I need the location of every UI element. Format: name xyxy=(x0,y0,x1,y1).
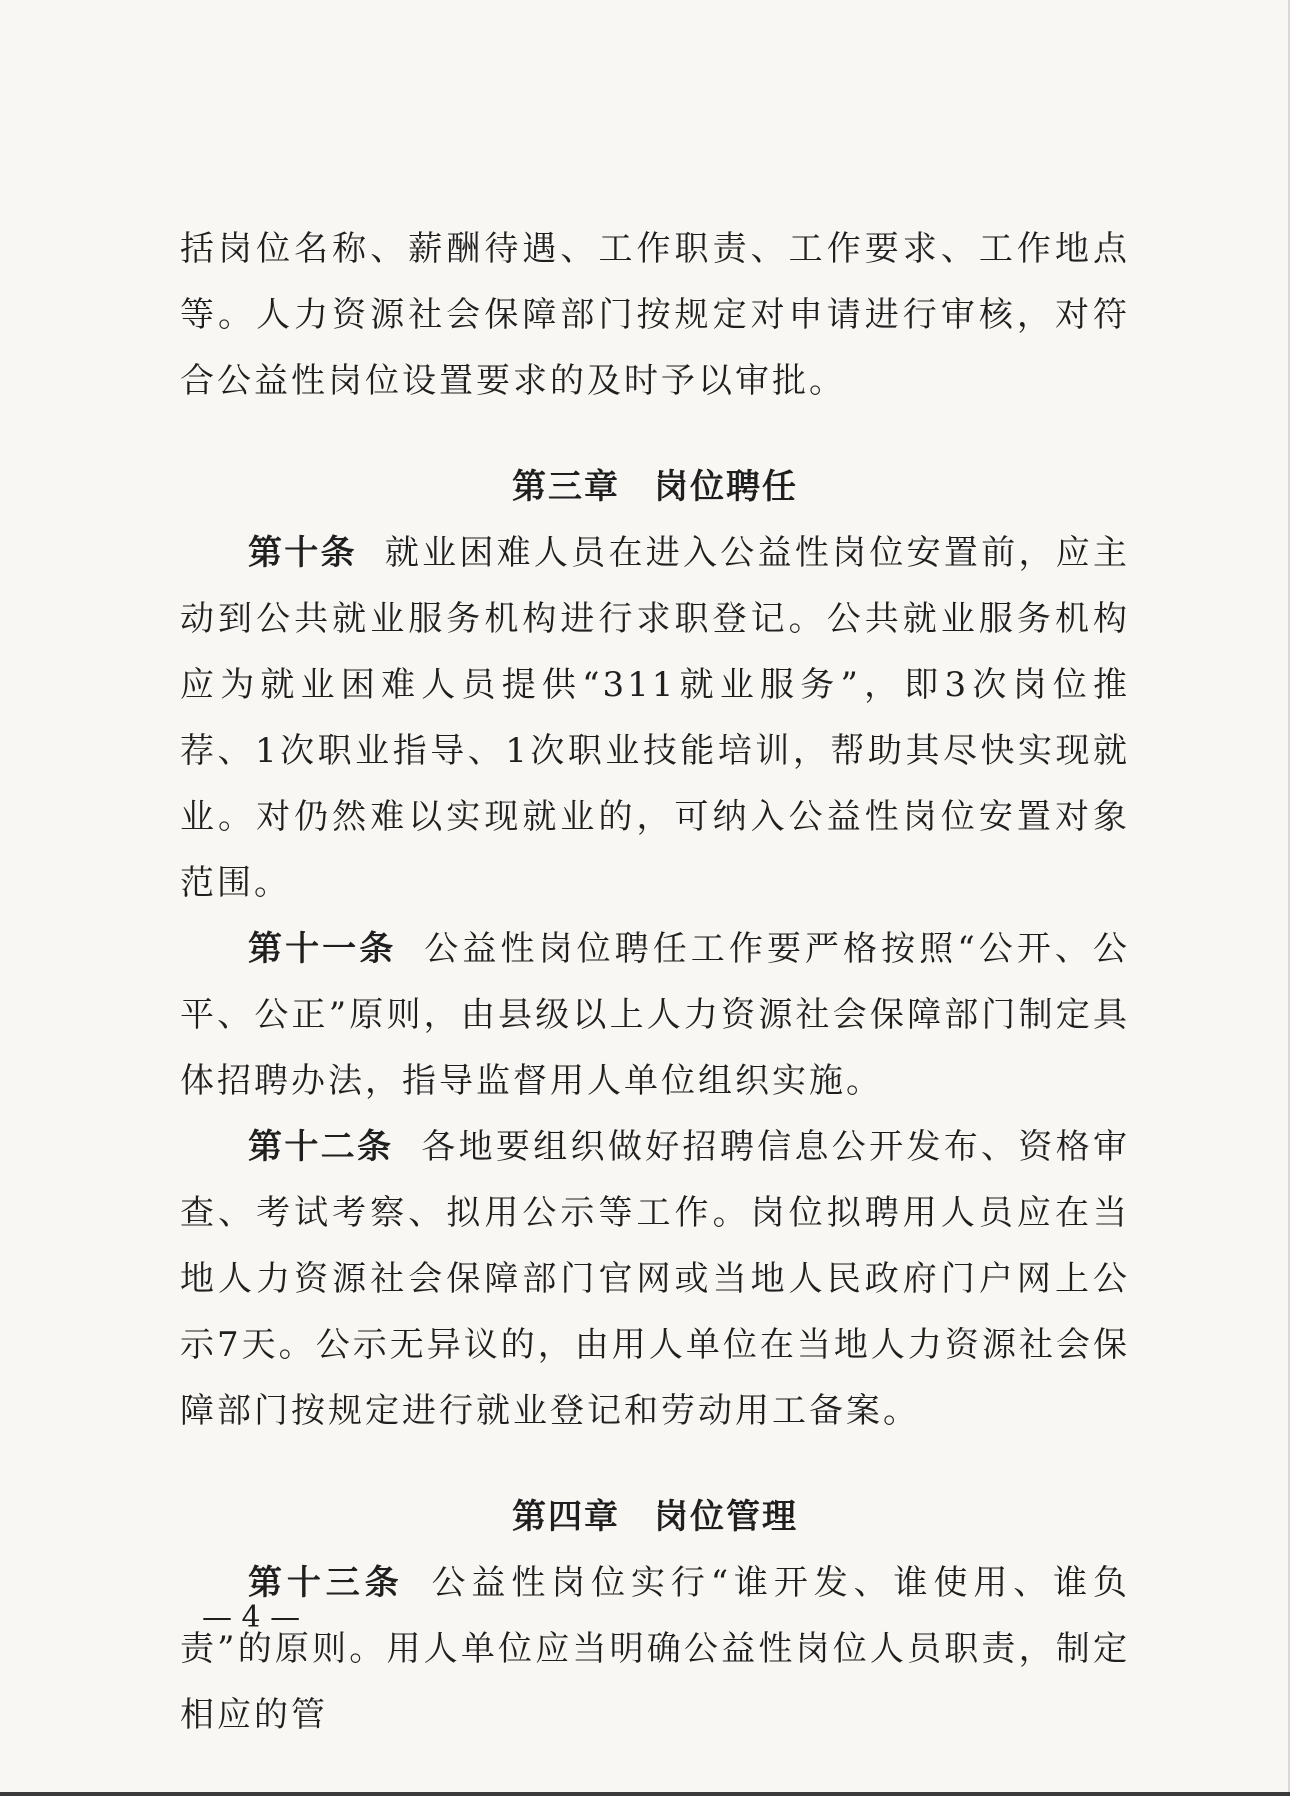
article-title: 第十条 xyxy=(248,533,357,573)
article-12 xyxy=(180,1114,1130,1444)
chapter-heading-4 xyxy=(180,1484,1130,1550)
chapter-number: 第四章 xyxy=(512,1497,620,1537)
chapter-spacer xyxy=(180,414,1130,454)
article-title: 第十三条 xyxy=(248,1563,404,1603)
chapter-title: 岗位管理 xyxy=(654,1497,798,1537)
document-body xyxy=(180,216,1130,1748)
article-11 xyxy=(180,916,1130,1114)
paragraph-continuation: 括岗位名称、薪酬待遇、工作职责、工作要求、工作地点等。人力资源社会保障部门按规定对申请进行审核，对符合公益性岗位设置要求的及时予以审批。 xyxy=(180,229,1130,401)
chapter-spacer xyxy=(180,1444,1130,1484)
article-title: 第十二条 xyxy=(248,1127,394,1167)
chapter-title: 岗位聘任 xyxy=(654,467,798,507)
chapter-number: 第三章 xyxy=(512,467,620,507)
article-text: 就业困难人员在进入公益性岗位安置前，应主动到公共就业服务机构进行求职登记。公共就业服务机构应为就业困难人员提供“311就业服务”，即3次岗位推荐、1次职业指导、1次职业技能培训，帮助其尽快实现就业。对仍然难以实现就业的，可纳入公益性岗位安置对象范围。 xyxy=(180,533,1131,903)
article-title: 第十一条 xyxy=(248,929,397,969)
article-text: 各地要组织做好招聘信息公开发布、资格审查、考试考察、拟用公示等工作。岗位拟聘用人员应在当地人力资源社会保障部门官网或当地人民政府门户网上公示7天。公示无异议的，由用人单位在当地人力资源社会保障部门按规定进行就业登记和劳动用工备案。 xyxy=(180,1127,1131,1431)
article-text: 公益性岗位聘任工作要严格按照“公开、公平、公正”原则，由县级以上人力资源社会保障部门制定具体招聘办法，指导监督用人单位组织实施。 xyxy=(180,929,1130,1101)
article-text: 公益性岗位实行“谁开发、谁使用、谁负责”的原则。用人单位应当明确公益性岗位人员职责，制定相应的管 xyxy=(180,1563,1130,1735)
chapter-heading-3 xyxy=(180,454,1130,520)
article-10 xyxy=(180,520,1130,916)
page-number: — 4 — xyxy=(202,1600,301,1635)
page-bottom-edge xyxy=(0,1792,1290,1796)
article-13 xyxy=(180,1550,1130,1748)
